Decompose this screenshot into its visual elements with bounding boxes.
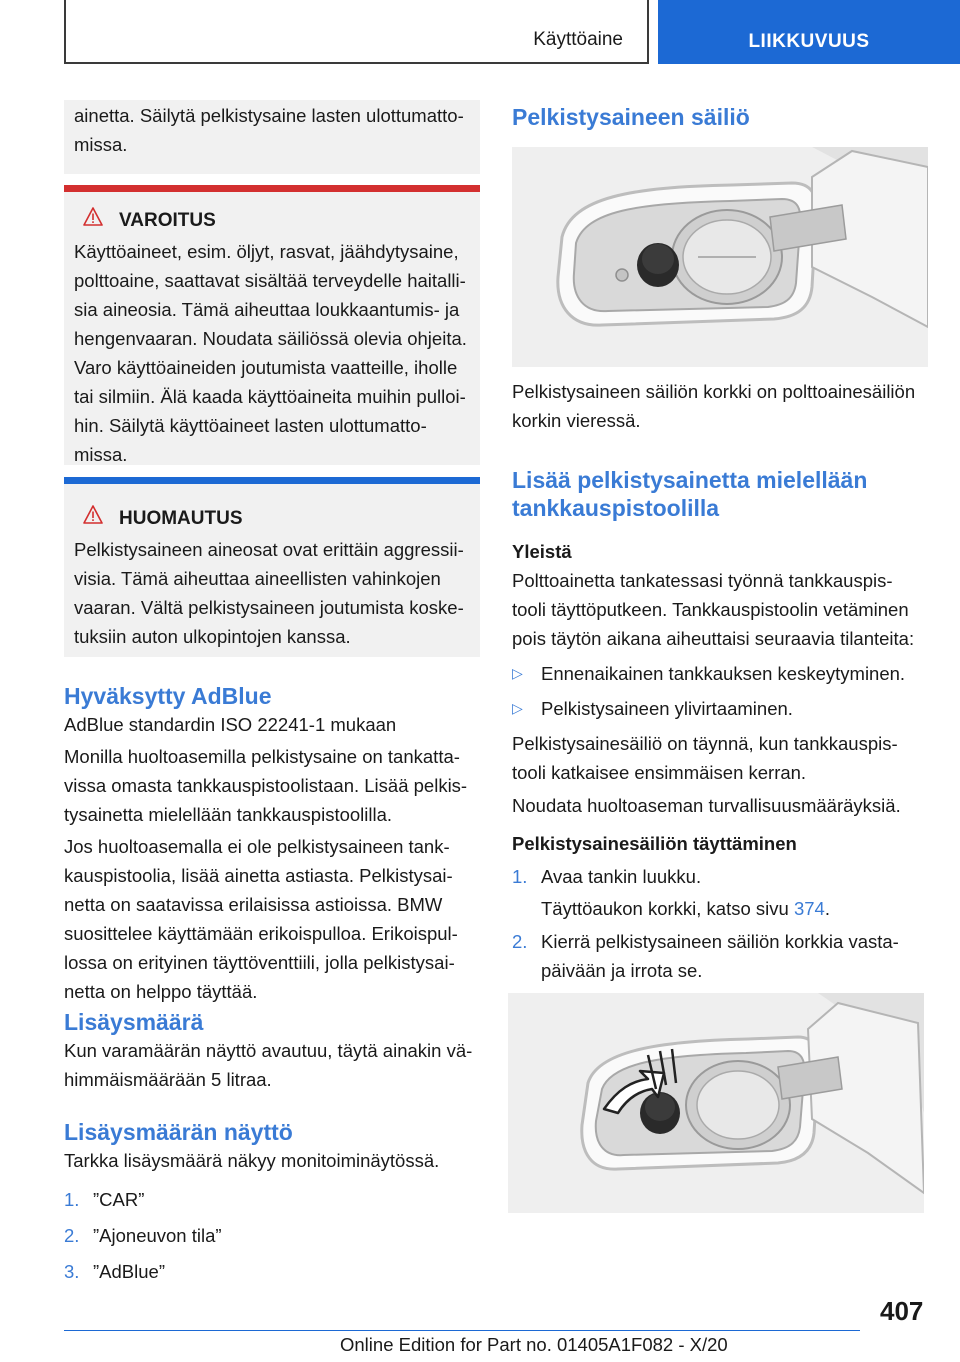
- display-section: [64, 1118, 480, 1286]
- tank-photo: [512, 147, 928, 367]
- refill-section: [512, 466, 932, 820]
- notice-line: vaaran. Vältä pelkistysaineen joutumista koske-: [74, 597, 464, 618]
- filling-step: [512, 927, 932, 985]
- warning-line: hengenvaaran. Noudata säiliössä olevia ohjeita.: [74, 328, 467, 349]
- cap-removal-photo: [508, 993, 924, 1213]
- display-step: [64, 1257, 480, 1286]
- header-section-title: Käyttöaine: [533, 29, 623, 50]
- amount-line: himmäismäärään 5 litraa.: [64, 1069, 272, 1090]
- approved-heading: Hyväksytty AdBlue: [64, 683, 272, 709]
- approved-p1-line: AdBlue standardin ISO 22241-1 mukaan: [64, 714, 397, 735]
- refill-p2-line: Pelkistysainesäiliö on täynnä, kun tankkauspis-: [512, 733, 898, 754]
- display-step: [64, 1185, 480, 1214]
- notice-line: visia. Tämä aiheuttaa aineellisten vahinkojen: [74, 568, 441, 589]
- step1-note: [512, 894, 932, 923]
- intro-line: ainetta. Säilytä pelkistysaine lasten ulottumatto-: [74, 105, 464, 126]
- notice-line: Pelkistysaineen aineosat ovat erittäin aggressii-: [74, 539, 464, 560]
- refill-p3-line: Noudata huoltoaseman turvallisuusmääräyksiä.: [512, 795, 901, 816]
- header-tab[interactable]: [658, 0, 960, 64]
- notice-bar: [64, 477, 480, 484]
- general-heading: Yleistä: [512, 541, 572, 562]
- triangle-bullet-icon: ▷: [512, 665, 523, 681]
- refill-heading-line: Lisää pelkistysainetta mielellään: [512, 467, 868, 493]
- warning-box: [64, 192, 480, 465]
- refill-heading-line: tankkauspistoolilla: [512, 495, 720, 521]
- step-text: ”AdBlue”: [93, 1261, 165, 1282]
- refill-p1-line: tooli täyttöputkeen. Tankkauspistoolin vetäminen: [512, 599, 909, 620]
- notice-title-row: [83, 504, 470, 533]
- tank-caption-line: Pelkistysaineen säiliön korkki on polttoainesäiliön: [512, 381, 916, 402]
- approved-p3-line: netta on helppo täyttää.: [64, 981, 258, 1002]
- warning-triangle-icon: [83, 206, 103, 235]
- warning-line: sia aineosia. Tämä aiheuttaa loukkaantumis- ja: [74, 299, 460, 320]
- approved-p2-line: vissa omasta tankkauspistoolistaan. Lisää pelkis-: [64, 775, 468, 796]
- header-tab-label: LIIKKUVUUS: [748, 31, 870, 52]
- notice-box: [64, 484, 480, 657]
- display-step: [64, 1221, 480, 1250]
- bullet-text: Ennenaikainen tankkauksen keskeytyminen.: [541, 663, 906, 684]
- tank-section: [512, 103, 928, 131]
- warning-title: VAROITUS: [119, 210, 216, 231]
- tank-caption-line: korkin vieressä.: [512, 410, 641, 431]
- approved-p2-line: tysainetta mielellään tankkauspistoolilla.: [64, 804, 393, 825]
- footer-divider: [64, 1330, 860, 1331]
- filling-section: [512, 830, 932, 985]
- warning-bar: [64, 185, 480, 192]
- notice-line: tuksiin auton ulkopintojen kanssa.: [74, 626, 351, 647]
- step-number: 2.: [64, 1225, 80, 1246]
- amount-heading: Lisäysmäärä: [64, 1009, 204, 1035]
- amount-line: Kun varamäärän näyttö avautuu, täytä ainakin vä-: [64, 1040, 473, 1061]
- step-text-line: päivään ja irrota se.: [541, 960, 703, 981]
- approved-section: [64, 682, 480, 1006]
- warning-line: missa.: [74, 444, 128, 465]
- step-number: 2.: [512, 931, 528, 952]
- warning-line: Käyttöaineet, esim. öljyt, rasvat, jäähdytysaine,: [74, 241, 459, 262]
- step-text: ”CAR”: [93, 1189, 145, 1210]
- approved-p3-line: kauspistoolia, lisää ainetta astiasta. Pelkistysai-: [64, 865, 453, 886]
- refill-p1-line: pois täytön aikana aiheuttaisi seuraavia tilanteita:: [512, 628, 915, 649]
- approved-p3-line: netta on saatavissa erilaisissa astioissa. BMW: [64, 894, 443, 915]
- notice-title: HUOMAUTUS: [119, 508, 243, 529]
- warning-title-row: [83, 206, 470, 235]
- step1-note-prefix: Täyttöaukon korkki, katso sivu: [541, 898, 794, 919]
- approved-p3-line: lossa on erityinen täyttöventtiili, jolla pelkistysai-: [64, 952, 455, 973]
- step-text-line: Kierrä pelkistysaineen säiliön korkkia vasta-: [541, 931, 899, 952]
- step-number: 1.: [64, 1189, 80, 1210]
- warning-triangle-icon: [83, 504, 103, 533]
- approved-p3-line: Jos huoltoasemalla ei ole pelkistysaineen tank-: [64, 836, 450, 857]
- warning-line: hin. Säilytä käyttöaineet lasten ulottumatto-: [74, 415, 427, 436]
- amount-section: [64, 1008, 480, 1094]
- warning-line: tai silmiin. Älä kaada käyttöaineita muihin pulloi-: [74, 386, 466, 407]
- header-section-box: [64, 0, 649, 64]
- step-text: [541, 927, 899, 985]
- tank-caption: [512, 377, 932, 435]
- refill-p1-line: Polttoainetta tankatessasi työnnä tankkauspis-: [512, 570, 893, 591]
- tank-heading: Pelkistysaineen säiliö: [512, 104, 750, 130]
- bullet-text: Pelkistysaineen ylivirtaaminen.: [541, 698, 793, 719]
- triangle-bullet-icon: ▷: [512, 700, 523, 716]
- filling-step: [512, 862, 932, 891]
- approved-p2-line: Monilla huoltoasemilla pelkistysaine on tankatta-: [64, 746, 460, 767]
- approved-p3-line: suosittelee käyttämään erikoispulloa. Erikoispul-: [64, 923, 458, 944]
- filling-heading: Pelkistysainesäiliön täyttäminen: [512, 833, 797, 854]
- display-heading: Lisäysmäärän näyttö: [64, 1119, 293, 1145]
- step1-note-suffix: .: [824, 898, 830, 919]
- footer-edition: Online Edition for Part no. 01405A1F082 - X/20: [340, 1334, 728, 1355]
- warning-line: polttoaine, saattavat sisältää terveydelle haitalli-: [74, 270, 466, 291]
- refill-p2-line: tooli katkaisee ensimmäisen kerran.: [512, 762, 807, 783]
- step-text: Avaa tankin luukku.: [541, 866, 702, 887]
- step-number: 3.: [64, 1261, 80, 1282]
- display-line: Tarkka lisäysmäärä näkyy monitoiminäytössä.: [64, 1150, 440, 1171]
- warning-line: Varo käyttöaineiden joutumista vaatteille, iholle: [74, 357, 458, 378]
- step-number: 1.: [512, 866, 528, 887]
- step-text: ”Ajoneuvon tila”: [93, 1225, 222, 1246]
- intro-box: [64, 100, 480, 174]
- intro-line: missa.: [74, 134, 128, 155]
- page-link[interactable]: 374: [793, 898, 825, 919]
- refill-bullet: [512, 694, 932, 723]
- page-number: 407: [880, 1296, 924, 1326]
- refill-bullet: [512, 659, 932, 688]
